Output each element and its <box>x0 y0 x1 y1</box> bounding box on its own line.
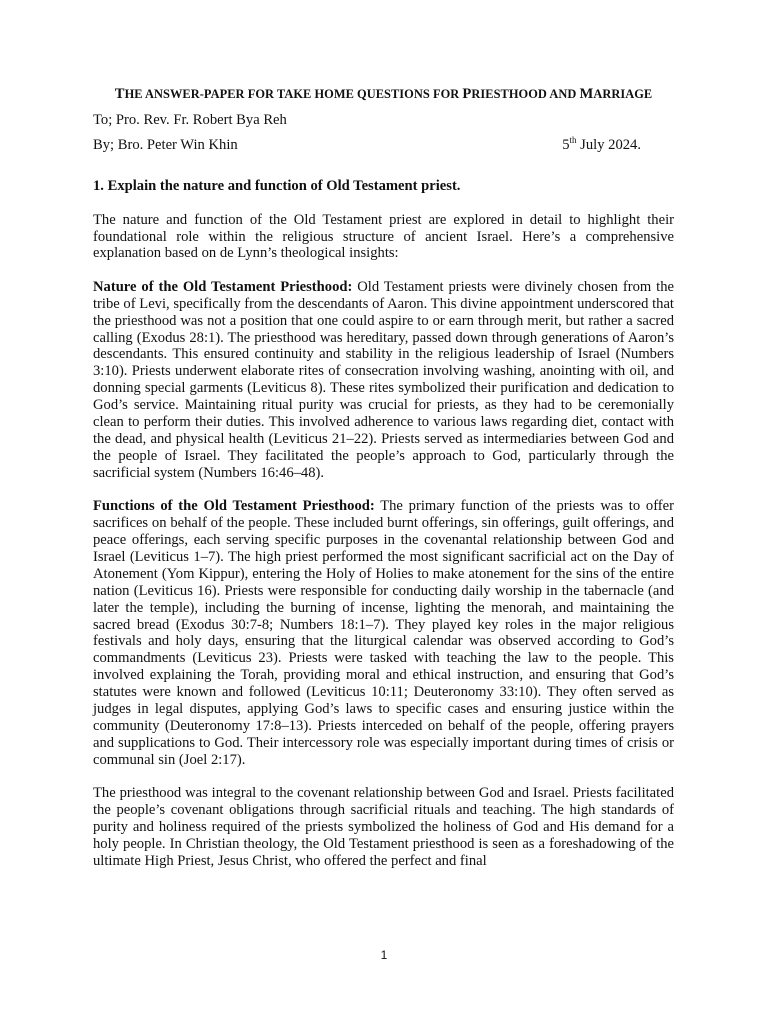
author-date-line <box>93 134 674 154</box>
nature-heading: Nature of the Old Testament Priesthood: <box>93 278 353 295</box>
title-cap-1: T <box>114 86 125 102</box>
page-number: 1 <box>380 948 388 962</box>
author-line: By; Bro. Peter Win Khin <box>93 136 238 153</box>
title-cap-3: M <box>579 86 594 102</box>
title-part-2: RIESTHOOD AND <box>471 87 580 101</box>
intro-paragraph: The nature and function of the Old Testament priest are explored in detail to highlight their foundational role within the religious structure of ancient Israel. Here’s a comprehensive explanation based on de Lynn’s theological insights: <box>93 211 674 262</box>
date-suffix: th <box>569 134 577 145</box>
title-part-3: ARRIAGE <box>593 87 653 101</box>
functions-heading: Functions of the Old Testament Priesthood: <box>93 498 375 515</box>
question-heading: 1. Explain the nature and function of Old Testament priest. <box>93 177 461 194</box>
document-page <box>93 86 674 886</box>
functions-paragraph <box>93 498 674 769</box>
title-cap-2: P <box>462 86 472 102</box>
date-day: 5 <box>562 136 570 153</box>
nature-paragraph <box>93 279 674 482</box>
functions-text: The primary function of the priests was to offer sacrifices on behalf of the people. These included burnt offerings, sin offerings, guilt offerings, and peace offerings, each serving specific purposes in the covenantal relationship between God and Israel (Leviticus 1–7). The high priest performed the most significant sacrificial act on the Day of Atonement (Yom Kippur), entering the Holy of Holies to make atonement for the sins of the entire nation (Leviticus 16). Priests were responsible for conducting daily worship in the tabernacle (and later the temple), including the burning of incense, lighting the menorah, and maintaining the sacred bread (Exodus 30:7-8; Numbers 18:1–7). They played key roles in the major religious festivals and holy days, ensuring that the liturgical calendar was observed according to God’s commandments (Leviticus 23). Priests were tasked with teaching the law to the people. This involved explaining the Torah, providing moral and ethical instruction, and ensuring that God’s statutes were known and followed (Leviticus 10:11; Deuteronomy 33:10). They often served as judges in legal disputes, applying God’s laws to specific cases and ensuring justice within the community (Deuteronomy 17:8–13). Priests interceded on behalf of the people, offering prayers and supplications to God. Their intercessory role was especially important during times of crisis or communal sin (Joel 2:17). <box>93 498 674 768</box>
document-title <box>93 86 674 103</box>
recipient-line: To; Pro. Rev. Fr. Robert Bya Reh <box>93 111 287 128</box>
date-rest: July 2024. <box>576 136 641 153</box>
closing-paragraph: The priesthood was integral to the covenant relationship between God and Israel. Priests facilitated the people’s covenant obligations through sacrificial rituals and teaching. The high standards of purity and holiness required of the priests symbolized the holiness of God and His demand for a holy people. In Christian theology, the Old Testament priesthood is seen as a foreshadowing of the ultimate High Priest, Jesus Christ, who offered the perfect and final <box>93 785 674 869</box>
title-part-1: HE ANSWER-PAPER FOR TAKE HOME QUESTIONS FOR <box>124 87 463 101</box>
nature-text: Old Testament priests were divinely chosen from the tribe of Levi, specifically from the descendants of Aaron. This divine appointment underscored that the priesthood was not a position that one could aspire to or earn through merit, but rather a sacred calling (Exodus 28:1). The priesthood was hereditary, passed down through generations of Aaron’s descendants. This ensured continuity and stability in the religious leadership of Israel (Numbers 3:10). Priests underwent elaborate rites of consecration involving washing, anointing with oil, and donning special garments (Leviticus 8). These rites symbolized their purification and dedication to God’s service. Maintaining ritual purity was crucial for priests, as they had to be ceremonially clean to perform their duties. This involved adherence to various laws regarding diet, contact with the dead, and physical health (Leviticus 21–22). Priests served as intermediaries between God and the people of Israel. They facilitated the people’s approach to God, particularly through the sacrificial system (Numbers 16:46–48). <box>93 278 674 481</box>
date <box>562 134 641 154</box>
